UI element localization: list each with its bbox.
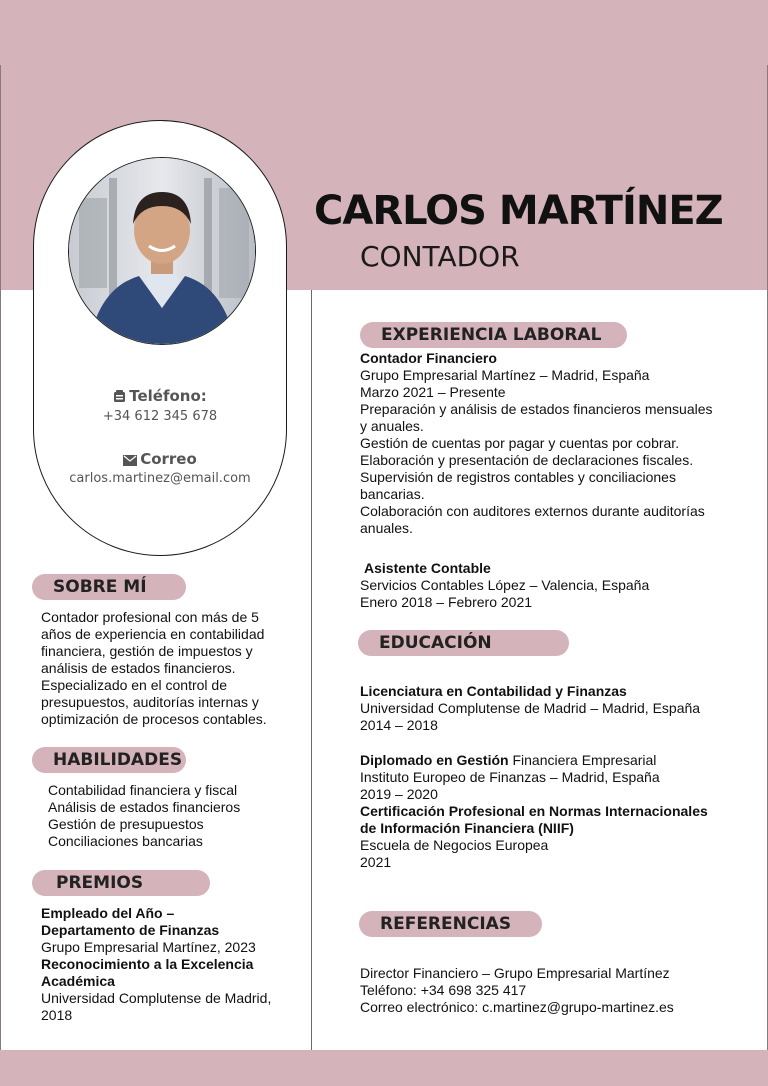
skill-item: Contabilidad financiera y fiscal: [48, 782, 238, 798]
candidate-role: CONTADOR: [360, 240, 520, 273]
about-line: años de experiencia en contabilidad: [41, 626, 265, 642]
job-duty: Preparación y análisis de estados financieros mensuales: [360, 401, 713, 417]
phone-number[interactable]: +34 612 345 678: [102, 409, 218, 424]
experience-heading: EXPERIENCIA LABORAL: [360, 322, 627, 348]
skill-item: Gestión de presupuestos: [48, 816, 204, 832]
job-company: Servicios Contables López – Valencia, España: [360, 577, 650, 593]
job-duty: Supervisión de registros contables y conciliaciones: [360, 469, 676, 485]
experience-job-2: [360, 560, 649, 611]
job-dates: Enero 2018 – Febrero 2021: [360, 594, 533, 610]
awards-heading: PREMIOS: [32, 870, 210, 896]
degree-school: Instituto Europeo de Finanzas – Madrid, España: [360, 769, 660, 785]
envelope-icon: [123, 452, 137, 470]
footer-band: [0, 1050, 768, 1086]
job-duty: y anuales.: [360, 418, 424, 434]
job-duty: bancarias.: [360, 486, 425, 502]
degree-title: Licenciatura en Contabilidad y Finanzas: [360, 683, 627, 699]
job-duty: Colaboración con auditores externos durante auditorías: [360, 503, 705, 519]
degree-dates: 2014 – 2018: [360, 717, 438, 733]
job-position: Asistente Contable: [364, 560, 491, 576]
job-duty: anuales.: [360, 520, 413, 536]
education-degree-2: [360, 752, 708, 871]
about-line: análisis de estados financieros.: [41, 660, 236, 676]
skill-item: Conciliaciones bancarias: [48, 833, 203, 849]
degree-title-bold: Diplomado en Gestión: [360, 752, 509, 768]
references-heading: REFERENCIAS: [359, 911, 542, 937]
page-border-left: [0, 65, 1, 1050]
award-detail: Grupo Empresarial Martínez, 2023: [41, 939, 256, 955]
phone-label: Teléfono:: [33, 387, 287, 407]
degree-dates: 2019 – 2020: [360, 786, 438, 802]
award-detail: Universidad Complutense de Madrid,: [41, 990, 272, 1006]
job-position: Contador Financiero: [360, 350, 497, 366]
email-label: Correo: [33, 450, 287, 470]
award-detail: 2018: [41, 1007, 73, 1023]
degree-title: Certificación Profesional en Normas Internacionales: [360, 803, 708, 819]
reference-line[interactable]: Correo electrónico: c.martinez@grupo-martinez.es: [360, 999, 674, 1015]
awards-list: [41, 905, 271, 1024]
degree-title-rest: Financiera Empresarial: [508, 752, 657, 768]
phone-icon: [113, 389, 126, 407]
about-line: optimización de procesos contables.: [41, 711, 267, 727]
education-degree-1: [360, 683, 700, 734]
about-text: [41, 609, 267, 728]
award-title: Académica: [41, 973, 115, 989]
award-title: Reconocimiento a la Excelencia: [41, 956, 254, 972]
references-text: [360, 965, 674, 1016]
education-heading: EDUCACIÓN: [358, 630, 569, 656]
reference-line: Director Financiero – Grupo Empresarial Martínez: [360, 965, 670, 981]
about-heading: SOBRE MÍ: [32, 574, 186, 600]
column-divider: [311, 290, 312, 1050]
email-address[interactable]: carlos.martinez@email.com: [69, 471, 251, 486]
about-line: Especializado en el control de: [41, 677, 228, 693]
skills-heading: HABILIDADES: [32, 747, 186, 773]
candidate-name: CARLOS MARTÍNEZ: [314, 188, 723, 234]
experience-job-1: [360, 350, 713, 537]
award-title: Empleado del Año –: [41, 905, 175, 921]
degree-title: [360, 752, 708, 769]
degree-dates: 2021: [360, 854, 392, 870]
about-line: Contador profesional con más de 5: [41, 609, 259, 625]
skill-item: Análisis de estados financieros: [48, 799, 241, 815]
reference-line: Teléfono: +34 698 325 417: [360, 982, 527, 998]
degree-school: Universidad Complutense de Madrid – Madrid, España: [360, 700, 701, 716]
skills-list: [48, 782, 240, 850]
degree-title: de Información Financiera (NIIF): [360, 820, 574, 836]
award-title: Departamento de Finanzas: [41, 922, 220, 938]
degree-school: Escuela de Negocios Europea: [360, 837, 549, 853]
job-company: Grupo Empresarial Martínez – Madrid, España: [360, 367, 650, 383]
job-duty: Elaboración y presentación de declaraciones fiscales.: [360, 452, 694, 468]
job-duty: Gestión de cuentas por pagar y cuentas por cobrar.: [360, 435, 680, 451]
about-line: financiera, gestión de impuestos y: [41, 643, 253, 659]
job-dates: Marzo 2021 – Presente: [360, 384, 506, 400]
profile-photo: [68, 157, 256, 345]
about-line: presupuestos, auditorías internas y: [41, 694, 259, 710]
